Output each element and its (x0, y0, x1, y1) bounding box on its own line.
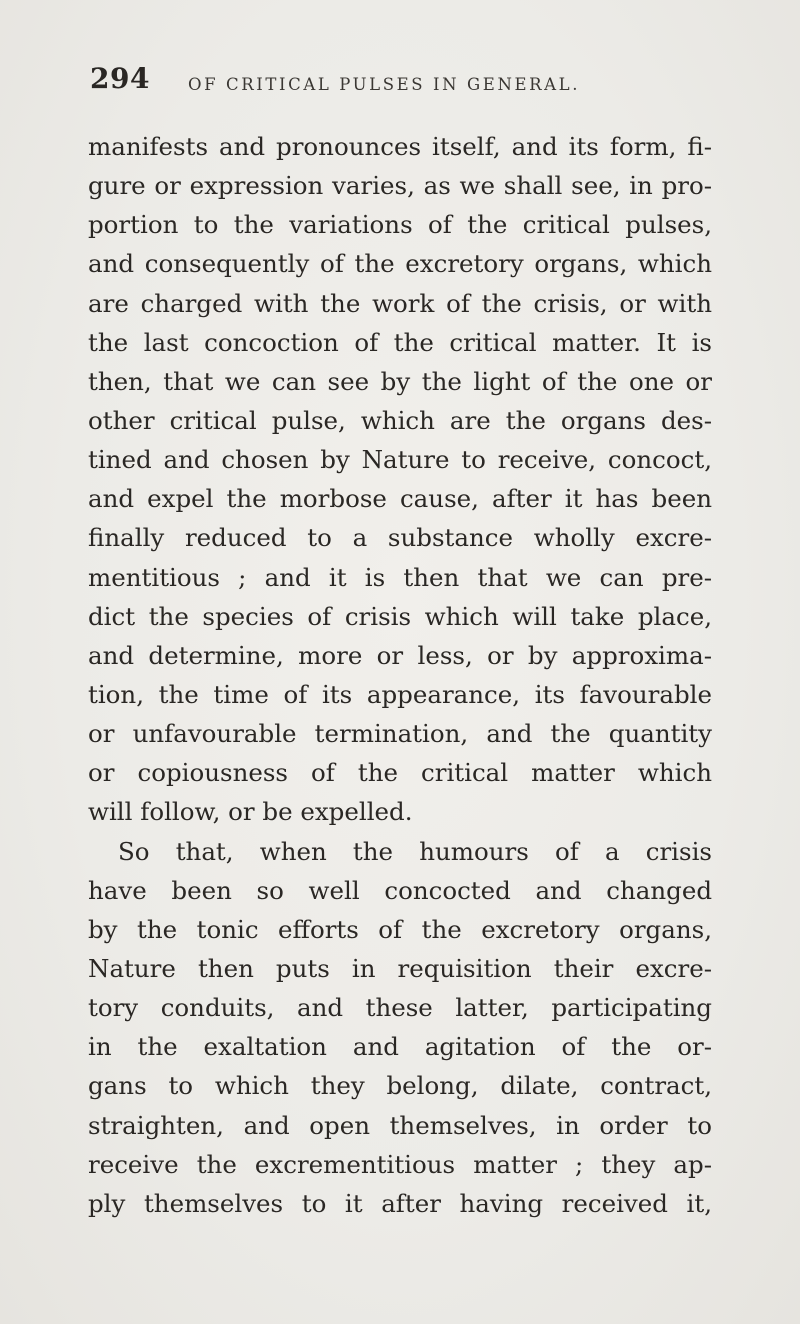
text-line: dict the species of crisis which will take place, (88, 601, 712, 631)
page-number: 294 (90, 62, 150, 95)
text-line: mentitious ; and it is then that we can pre- (88, 562, 712, 592)
text-line: and expel the morbose cause, after it has been (88, 484, 712, 514)
body-text (88, 127, 712, 1223)
text-line: gans to which they belong, dilate, contract, (88, 1071, 712, 1101)
text-line: then, that we can see by the light of the one or (88, 366, 712, 396)
text-line: tion, the time of its appearance, its favourable (88, 679, 712, 709)
page-header (90, 62, 730, 102)
running-head: OF CRITICAL PULSES IN GENERAL. (188, 75, 581, 94)
text-line: gure or expression varies, as we shall see, in pro- (88, 171, 712, 201)
text-line: in the exaltation and agitation of the or- (88, 1032, 712, 1062)
text-line: have been so well concocted and changed (88, 875, 712, 905)
text-line: Nature then puts in requisition their excre- (88, 953, 712, 983)
text-line: and consequently of the excretory organs, which (88, 249, 712, 279)
text-line: portion to the variations of the critical pulses, (88, 210, 712, 240)
text-line: are charged with the work of the crisis, or with (88, 288, 712, 318)
text-line: the last concoction of the critical matter. It is (88, 327, 712, 357)
text-line: finally reduced to a substance wholly excre- (88, 523, 712, 553)
text-line: tory conduits, and these latter, participating (88, 993, 712, 1023)
text-line: receive the excrementitious matter ; they ap- (88, 1149, 712, 1179)
text-line: straighten, and open themselves, in order to (88, 1110, 712, 1140)
text-line: or unfavourable termination, and the quantity (88, 719, 712, 749)
text-line: tined and chosen by Nature to receive, concoct, (88, 445, 712, 475)
paragraph-end-line: will follow, or be expelled. (88, 797, 413, 827)
text-line: ply themselves to it after having received it, (88, 1188, 712, 1218)
paragraph-start-line: So that, when the humours of a crisis (118, 836, 712, 866)
text-line: and determine, more or less, or by approxima- (88, 640, 712, 670)
text-line: by the tonic efforts of the excretory organs, (88, 914, 712, 944)
text-line: manifests and pronounces itself, and its form, fi- (88, 132, 712, 161)
text-line: other critical pulse, which are the organs des- (88, 405, 712, 435)
text-line: or copiousness of the critical matter which (88, 758, 712, 788)
